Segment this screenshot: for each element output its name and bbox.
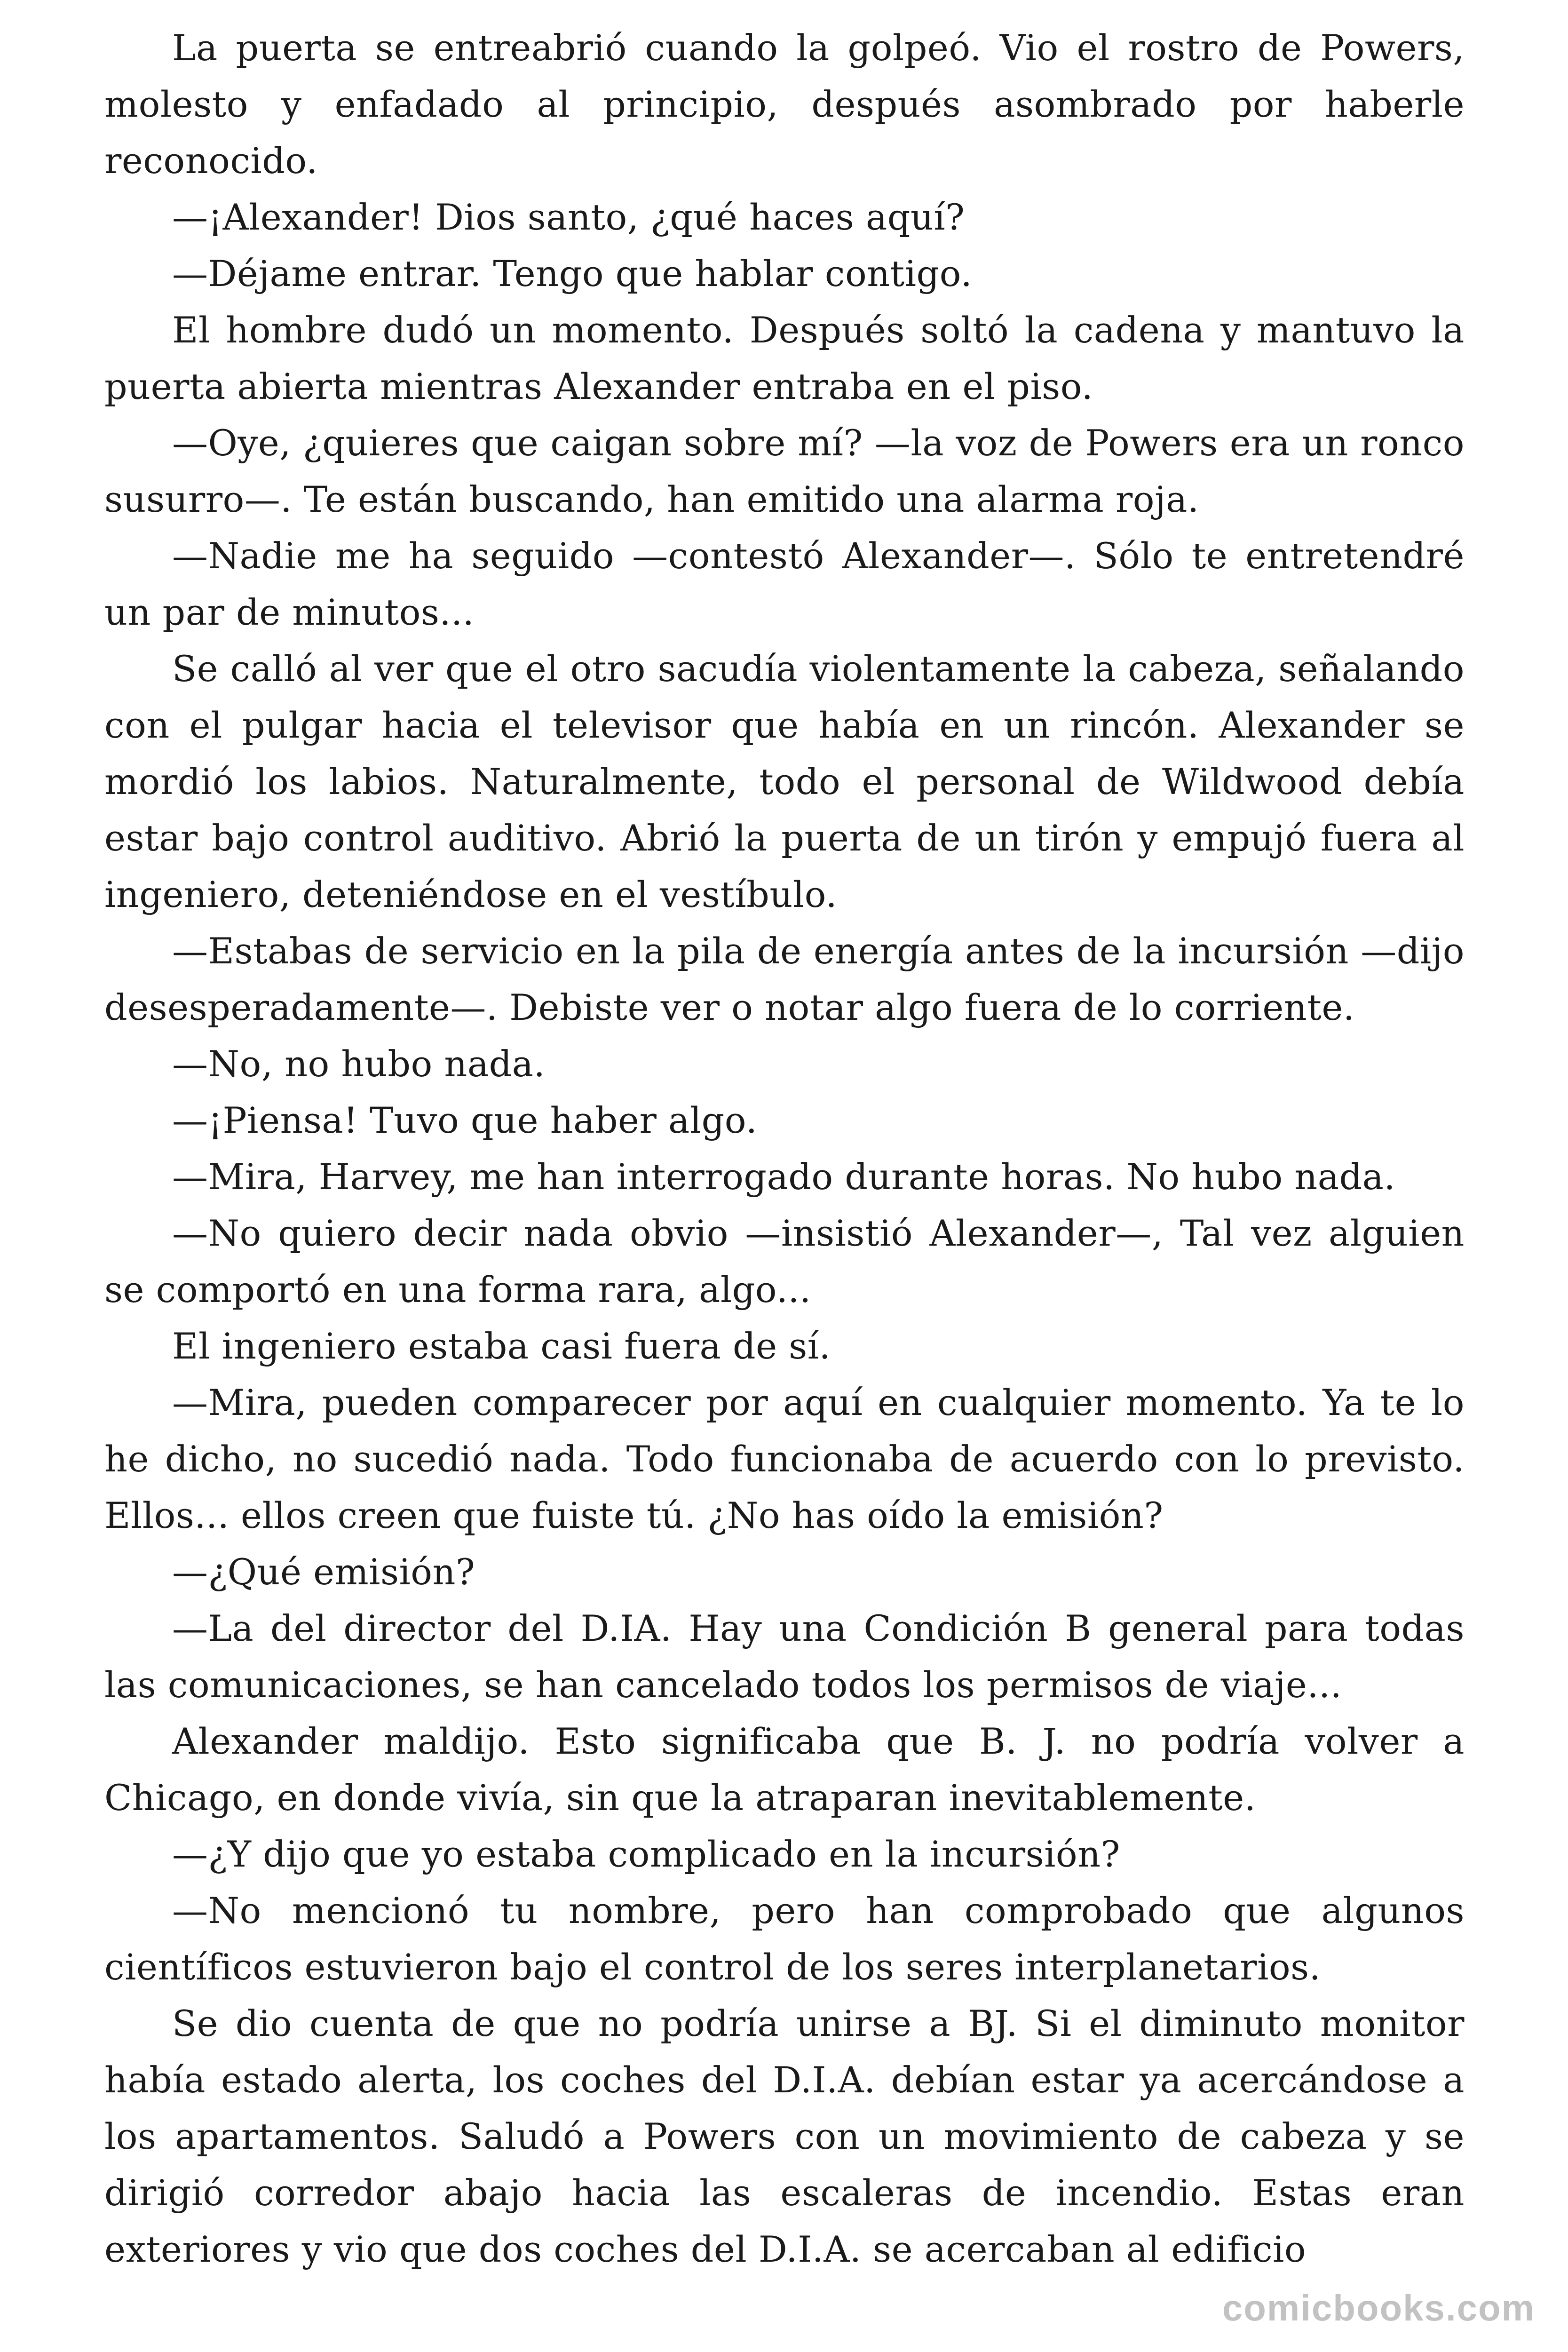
paragraph: —Mira, Harvey, me han interrogado durante horas. No hubo nada. bbox=[172, 1156, 1396, 1198]
book-page bbox=[104, 20, 1465, 2278]
paragraph: Se calló al ver que el otro sacudía violentamente la cabeza, señalando con el pulgar hacia el televisor que había en un rincón. Alexander se mordió los labios. Naturalmente, todo el personal de Wildwood debía estar bajo control auditivo. Abrió la puerta de un tirón y empujó fuera al ingeniero, deteniéndose en el vestíbulo. bbox=[104, 648, 1465, 915]
paragraph: Se dio cuenta de que no podría unirse a BJ. Si el diminuto monitor había estado alerta, los coches del D.I.A. debían estar ya acercándose a los apartamentos. Saludó a Powers con un movimiento de cabeza y se dirigió corredor abajo hacia las escaleras de incendio. Estas eran exteriores y vio que dos coches del D.I.A. se acercaban al edificio bbox=[104, 2002, 1465, 2270]
paragraph: —¿Qué emisión? bbox=[172, 1551, 475, 1593]
paragraph: —¡Piensa! Tuvo que haber algo. bbox=[172, 1099, 758, 1141]
paragraph: —No quiero decir nada obvio —insistió Alexander—, Tal vez alguien se comportó en una forma rara, algo... bbox=[104, 1212, 1465, 1311]
paragraph: —¡Alexander! Dios santo, ¿qué haces aquí? bbox=[172, 196, 965, 238]
paragraph: —Nadie me ha seguido —contestó Alexander—. Sólo te entretendré un par de minutos... bbox=[104, 535, 1465, 633]
paragraph: —No mencionó tu nombre, pero han comprobado que algunos científicos estuvieron bajo el control de los seres interplanetarios. bbox=[104, 1890, 1465, 1988]
watermark: comicbooks.com bbox=[1222, 2287, 1535, 2328]
paragraph: El hombre dudó un momento. Después soltó la cadena y mantuvo la puerta abierta mientras Alexander entraba en el piso. bbox=[104, 309, 1465, 407]
paragraph: —Déjame entrar. Tengo que hablar contigo. bbox=[172, 253, 973, 294]
paragraph: Alexander maldijo. Esto significaba que B. J. no podría volver a Chicago, en donde vivía, sin que la atraparan inevitablemente. bbox=[104, 1720, 1465, 1819]
paragraph: —La del director del D.IA. Hay una Condición B general para todas las comunicaciones, se han cancelado todos los permisos de viaje... bbox=[104, 1607, 1465, 1706]
paragraph: —Estabas de servicio en la pila de energía antes de la incursión —dijo desesperadamente—. Debiste ver o notar algo fuera de lo corriente. bbox=[104, 930, 1465, 1028]
paragraph: —¿Y dijo que yo estaba complicado en la incursión? bbox=[172, 1833, 1120, 1875]
paragraph: La puerta se entreabrió cuando la golpeó. Vio el rostro de Powers, molesto y enfadado al principio, después asombrado por haberle reconocido. bbox=[104, 27, 1465, 182]
paragraph: —No, no hubo nada. bbox=[172, 1043, 546, 1085]
paragraph: El ingeniero estaba casi fuera de sí. bbox=[172, 1325, 831, 1367]
paragraph: —Oye, ¿quieres que caigan sobre mí? —la voz de Powers era un ronco susurro—. Te están buscando, han emitido una alarma roja. bbox=[104, 422, 1465, 520]
paragraph: —Mira, pueden comparecer por aquí en cualquier momento. Ya te lo he dicho, no sucedió nada. Todo funcionaba de acuerdo con lo previsto. Ellos... ellos creen que fuiste tú. ¿No has oído la emisión? bbox=[104, 1382, 1465, 1536]
